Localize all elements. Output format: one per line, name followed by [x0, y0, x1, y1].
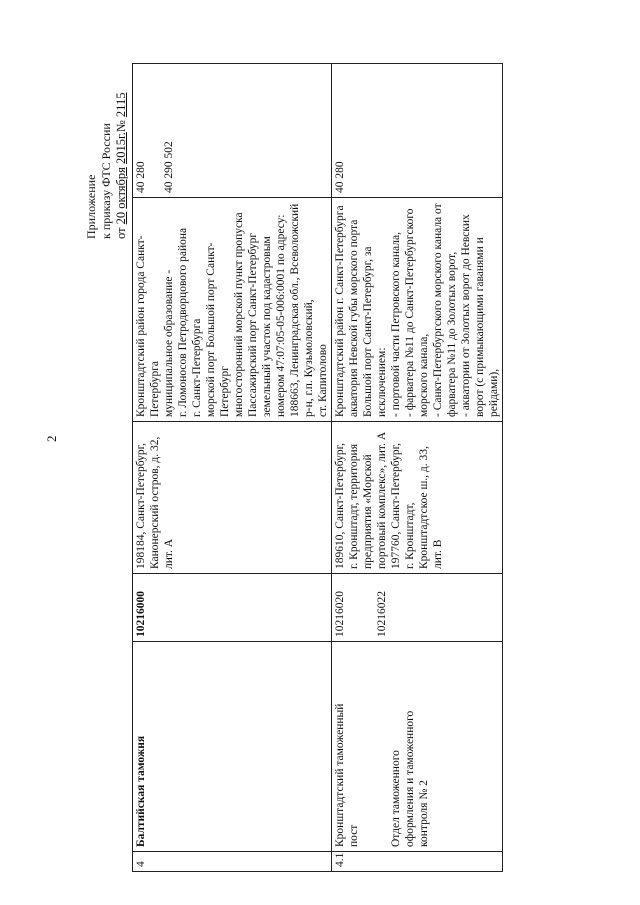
activity-zone: Кронштадтский район города Санкт- Петербурга муниципальное образование - г. Ломоносов Петродворцового района г. Санкт-Петербурга морской порт Большой порт Санкт- Петербург многосторонний морской пункт пропуска Пассажирский порт Санкт-Петербург земельный участок под кадастровым номером 47:07:05-05-006:0001 по адресу: 188663, Ленинградская обл., Всеволожский р-н, г.п. Кузьмоловский, ст. Капитолово	[133, 198, 332, 422]
okato-code: 40 280	[332, 64, 503, 198]
attachment-order: к приказу ФТС России	[99, 123, 113, 239]
date-year: 2015г.	[114, 132, 128, 164]
rotated-sheet	[84, 64, 554, 884]
table-row	[133, 64, 332, 872]
attachment-title: Приложение	[84, 174, 98, 239]
row-number: 4.1	[332, 852, 503, 872]
customs-name: Кронштадтский таможенный пост Отдел таможенного оформления и таможенного контроля № 2	[332, 642, 503, 852]
activity-zone: Кронштадтский район г. Санкт-Петербурга акватория Невской губы морского порта Большой порт Санкт-Петербург, за исключением: - портовой части Петровского канала, - фарватера №11 до Санкт-Петербургского морского канала, - Санкт-Петербургского морского канала от фарватера №11 до Золотых ворот, - акватории от Золотых ворот до Невских ворот (с примыкающими гаванями и рейдами),	[332, 198, 503, 422]
number-prefix: №	[114, 120, 128, 133]
customs-code: 10216000	[133, 574, 332, 642]
customs-address: 189610, Санкт-Петербург, г. Кронштадт, территория предприятия «Морской портовый комплекс», лит. А 197760, Санкт-Петербург, г. Кронштадт, Кронштадтское ш., д. 33, лит. В	[332, 422, 503, 574]
row-number: 4	[133, 852, 332, 872]
date-day: 20	[114, 211, 128, 225]
date-month: октября	[114, 167, 128, 209]
attachment-date	[114, 64, 129, 239]
order-number: 2115	[114, 92, 128, 118]
date-prefix: от	[114, 227, 128, 239]
customs-table	[132, 63, 503, 872]
okato-code: 40 280 40 290 502	[133, 64, 332, 198]
attachment-header	[84, 64, 129, 239]
page-number: 2	[44, 435, 59, 442]
customs-code: 10216020 10216022	[332, 574, 503, 642]
customs-address: 198184, Санкт-Петербург, Канонерский остров, д. 32, лит. А	[133, 422, 332, 574]
table-row	[332, 64, 503, 872]
customs-name: Балтийская таможня	[133, 642, 332, 852]
